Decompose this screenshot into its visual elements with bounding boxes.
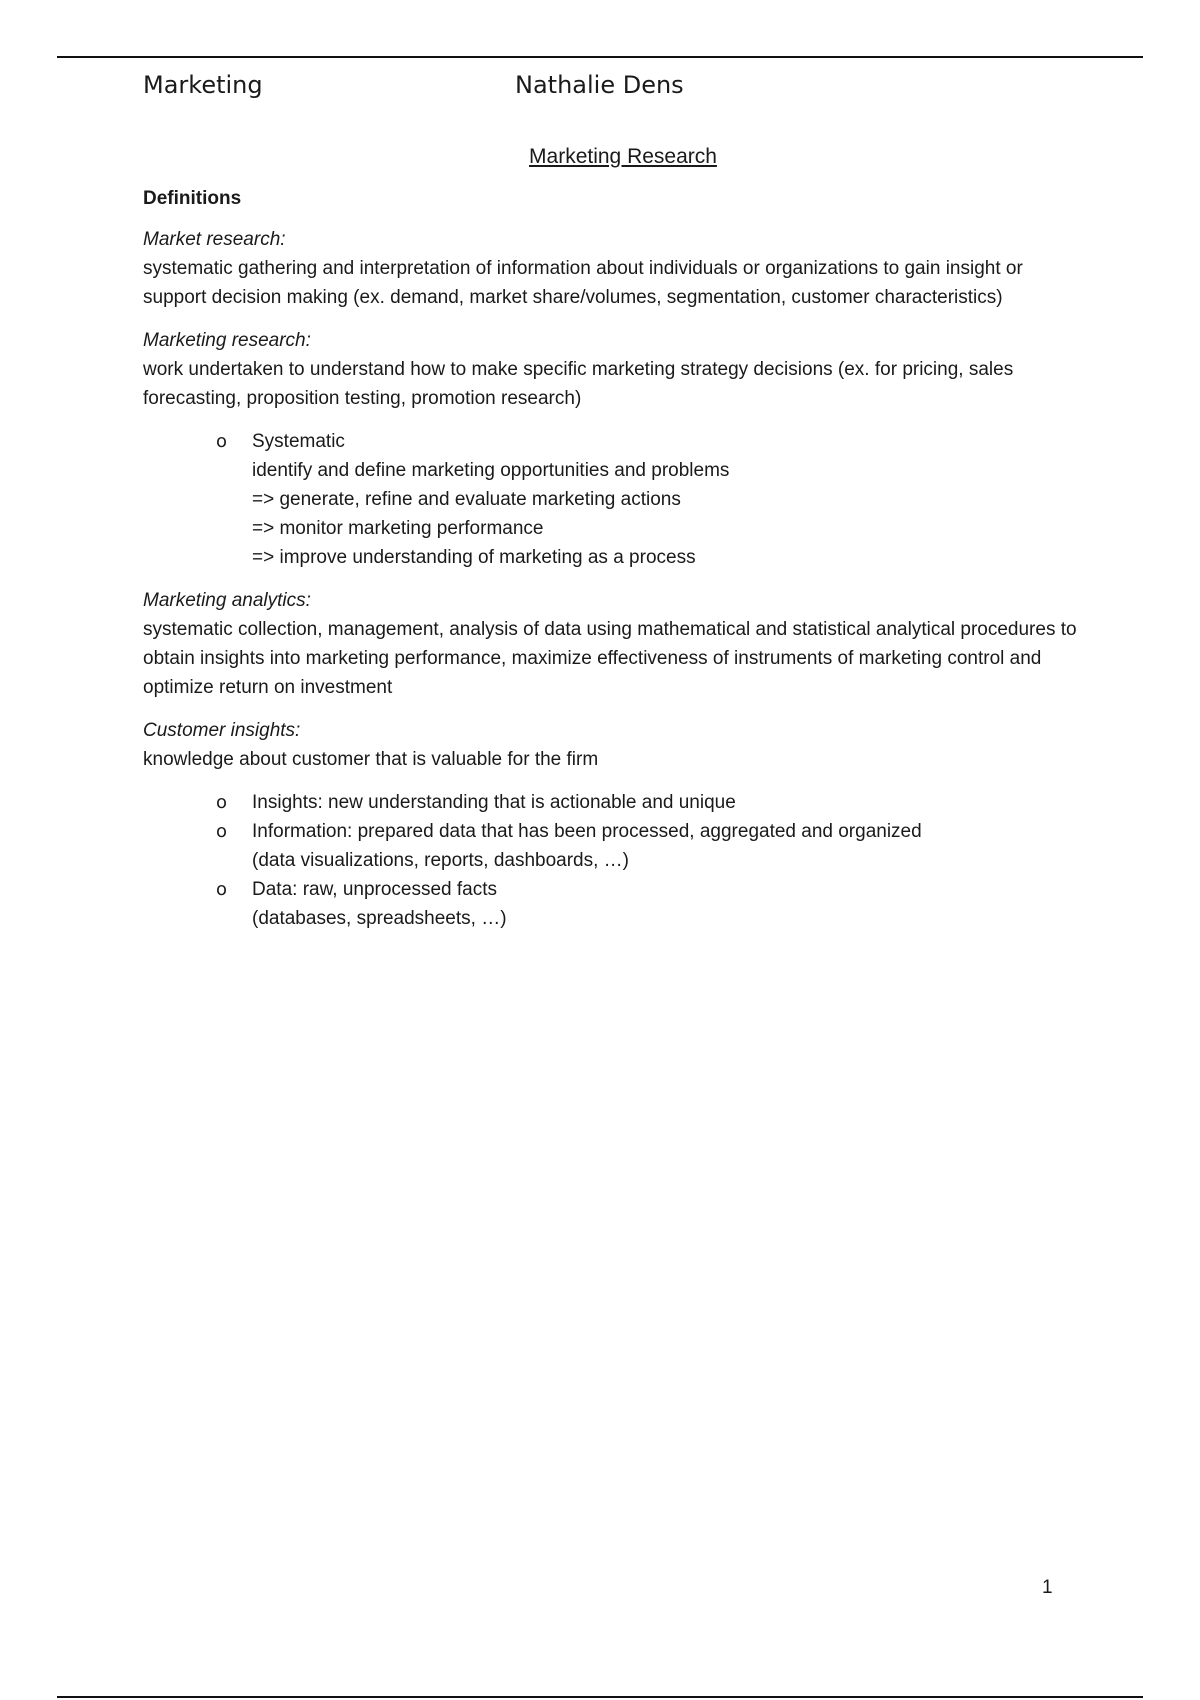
- definition-marketing-analytics: [143, 586, 1083, 702]
- bullet-marker: o: [216, 879, 228, 900]
- list-item: [143, 427, 1083, 572]
- list-item-line: Insights: new understanding that is actionable and unique: [252, 792, 736, 813]
- definition-market-research: [143, 225, 1083, 312]
- section-heading: Definitions: [143, 188, 242, 209]
- term-definition: systematic gathering and interpretation of information about individuals or organizations to gain insight or support decision making (ex. demand, market share/volumes, segmentation, customer characteristics): [143, 258, 1023, 308]
- term-label: Market research:: [143, 229, 286, 250]
- term-definition: work undertaken to understand how to make specific marketing strategy decisions (ex. for pricing, sales forecasting, proposition testing, promotion research): [143, 359, 1014, 409]
- list-item-line: (databases, spreadsheets, …): [252, 908, 507, 929]
- header-course: Marketing: [143, 71, 263, 99]
- list-item-line: Systematic: [252, 431, 345, 452]
- list-item-line: Data: raw, unprocessed facts: [252, 879, 498, 900]
- bullet-marker: o: [216, 431, 228, 452]
- term-definition: knowledge about customer that is valuable for the firm: [143, 749, 599, 770]
- bullet-marker: o: [216, 821, 228, 842]
- list-item-line: (data visualizations, reports, dashboards, …): [252, 850, 630, 871]
- list-item: [143, 817, 1083, 875]
- page-number: 1: [1042, 1577, 1053, 1598]
- term-label: Marketing analytics:: [143, 590, 311, 611]
- term-label: Marketing research:: [143, 330, 311, 351]
- list-item: [143, 875, 1083, 933]
- definition-customer-insights: [143, 716, 1083, 933]
- list-item-line: identify and define marketing opportunities and problems: [252, 460, 730, 481]
- list-item-line: => generate, refine and evaluate marketing actions: [252, 489, 681, 510]
- header-author: Nathalie Dens: [515, 71, 684, 99]
- term-label: Customer insights:: [143, 720, 301, 741]
- list-item-line: Information: prepared data that has been processed, aggregated and organized: [252, 821, 922, 842]
- document-body: [143, 142, 1083, 947]
- definition-marketing-research: [143, 326, 1083, 572]
- list-item-line: => monitor marketing performance: [252, 518, 544, 539]
- list-item: [143, 788, 1083, 817]
- bullet-marker: o: [216, 792, 228, 813]
- term-definition: systematic collection, management, analysis of data using mathematical and statistical analytical procedures to obtain insights into marketing performance, maximize effectiveness of instruments of marketing control and optimize return on investment: [143, 619, 1077, 698]
- header-rule: [57, 56, 1143, 58]
- document-title: Marketing Research: [529, 145, 717, 168]
- page-header: [143, 68, 1043, 102]
- list-item-line: => improve understanding of marketing as a process: [252, 547, 696, 568]
- bullet-list: [143, 788, 1083, 933]
- footer-rule: [57, 1696, 1143, 1698]
- bullet-list: [143, 427, 1083, 572]
